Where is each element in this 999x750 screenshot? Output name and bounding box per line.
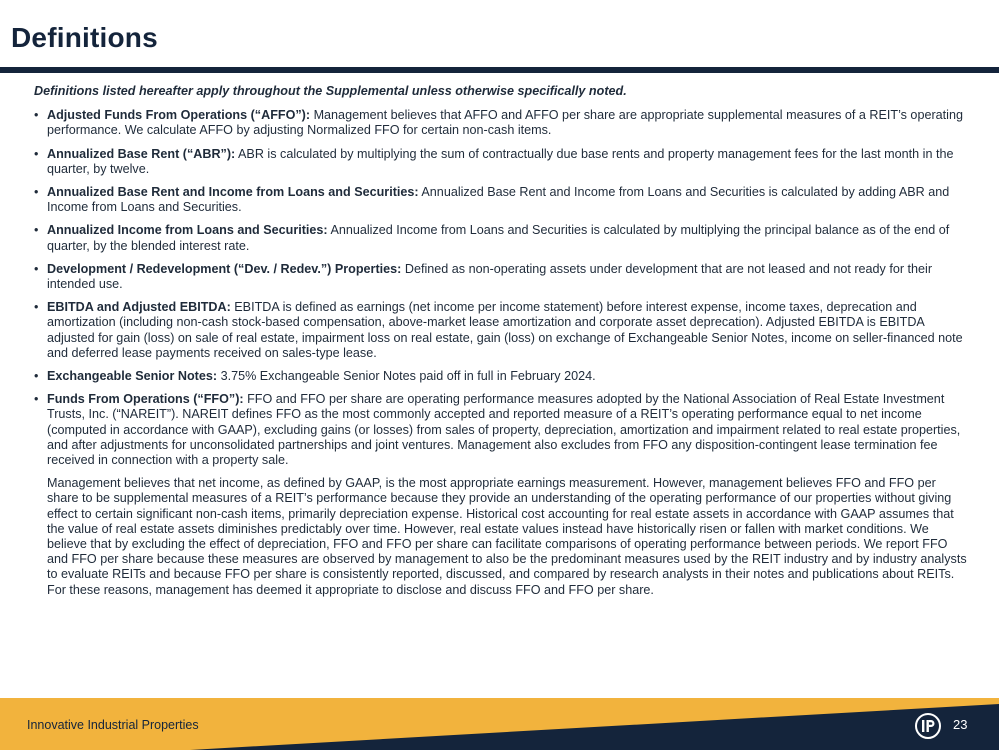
definition-text: 3.75% Exchangeable Senior Notes paid off in full in February 2024. <box>220 369 596 384</box>
definition-text: Defined as non-operating assets under development that are not leased and not ready for their intended use. <box>47 261 933 292</box>
definition-term: Adjusted Funds From Operations (“AFFO”): <box>47 108 311 123</box>
definition-item <box>34 223 968 253</box>
bullet-icon: • <box>34 146 39 161</box>
definition-text: Annualized Base Rent and Income from Loans and Securities is calculated by adding ABR and Income from Loans and Securities. <box>47 185 950 215</box>
page-number: 23 <box>953 717 968 732</box>
company-name: Innovative Industrial Properties <box>27 718 199 732</box>
bullet-icon: • <box>34 185 39 200</box>
definition-term: Annualized Base Rent and Income from Loans and Securities: <box>47 185 419 200</box>
definition-item <box>34 262 968 292</box>
definition-item <box>34 369 968 384</box>
definition-text: ABR is calculated by multiplying the sum of contractually due base rents and property management fees for the last month in the quarter, by twelve. <box>47 146 954 176</box>
bullet-icon: • <box>34 300 39 315</box>
page-title: Definitions <box>11 22 158 53</box>
definition-term: EBITDA and Adjusted EBITDA: <box>47 300 231 315</box>
definition-text: Annualized Income from Loans and Securities is calculated by multiplying the principal balance as of the end of quarter, by the blended interest rate. <box>47 223 950 253</box>
definition-term: Exchangeable Senior Notes: <box>47 369 218 384</box>
definition-item <box>34 300 968 361</box>
definitions-list <box>34 108 968 468</box>
definition-item <box>34 392 968 468</box>
definition-term: Development / Redevelopment (“Dev. / Redev.”) Properties: <box>47 261 402 276</box>
definition-item <box>34 108 968 138</box>
definition-term: Annualized Base Rent (“ABR”): <box>47 146 236 161</box>
iip-logo-icon <box>915 713 941 739</box>
definition-item <box>34 147 968 177</box>
bullet-icon: • <box>34 223 39 238</box>
ffo-paragraph: Management believes that net income, as defined by GAAP, is the most appropriate earnings measurement. However, management believes FFO and FFO per share to be supplemental measures of a REIT’s performance because they provide an understanding of the operating performance of our properties without giving effect to certain significant non-cash items, primarily depreciation expense. Historical cost accounting for real estate assets in accordance with GAAP assumes that the value of real estate assets diminishes predictably over time. However, real estate values instead have historically risen or fallen with market conditions. We believe that by excluding the effect of depreciation, FFO and FFO per share can facilitate comparisons of operating performance between periods. We report FFO and FFO per share because these measures are observed by management to also be the predominant measures used by the REIT industry and by industry analysts to evaluate REITs and because FFO per share is consistently reported, discussed, and compared by research analysts in their notes and publications about REITs. For these reasons, management has deemed it appropriate to disclose and discuss FFO and FFO per share. <box>47 476 967 597</box>
definition-term: Annualized Income from Loans and Securities: <box>47 223 328 238</box>
definition-text: Management believes that AFFO and AFFO per share are appropriate supplemental measures of a REIT’s operating performance. We calculate AFFO by adjusting Normalized FFO for certain non-cash items. <box>47 108 963 138</box>
title-divider <box>0 67 999 73</box>
definition-text: FFO and FFO per share are operating performance measures adopted by the National Association of Real Estate Investment Trusts, Inc. (“NAREIT”). NAREIT defines FFO as the most commonly accepted and reported measure of a REIT’s operating performance equal to net income (computed in accordance with GAAP), excluding gains (or losses) from sales of property, depreciation, amortization and impairment related to real estate properties, and after adjustments for unconsolidated partnerships and joint ventures. Management also excludes from FFO any disposition-contingent lease termination fee received in connection with a property sale. <box>47 392 961 468</box>
bullet-icon: • <box>34 369 39 384</box>
iip-logo-icon-glyph <box>917 715 939 737</box>
bullet-icon: • <box>34 108 39 123</box>
intro-note: Definitions listed hereafter apply throughout the Supplemental unless otherwise specifically noted. <box>34 84 627 98</box>
definitions-content <box>34 84 968 598</box>
definition-term: Funds From Operations (“FFO”): <box>47 392 244 407</box>
bullet-icon: • <box>34 261 39 276</box>
bullet-icon: • <box>34 392 39 407</box>
definition-text: EBITDA is defined as earnings (net income per income statement) before interest expense, income taxes, deprecation and amortization (including non-cash stock-based compensation, above-market lease amortization and corporate asset deprecation). Adjusted EBITDA is EBITDA adjusted for gain (loss) on sale of real estate, impairment loss on real estate, gain (loss) on exchange of Exchangeable Senior Notes, income on seller-financed note and deferred lease payments received on sales-type lease. <box>47 300 963 360</box>
definition-item <box>34 185 968 215</box>
